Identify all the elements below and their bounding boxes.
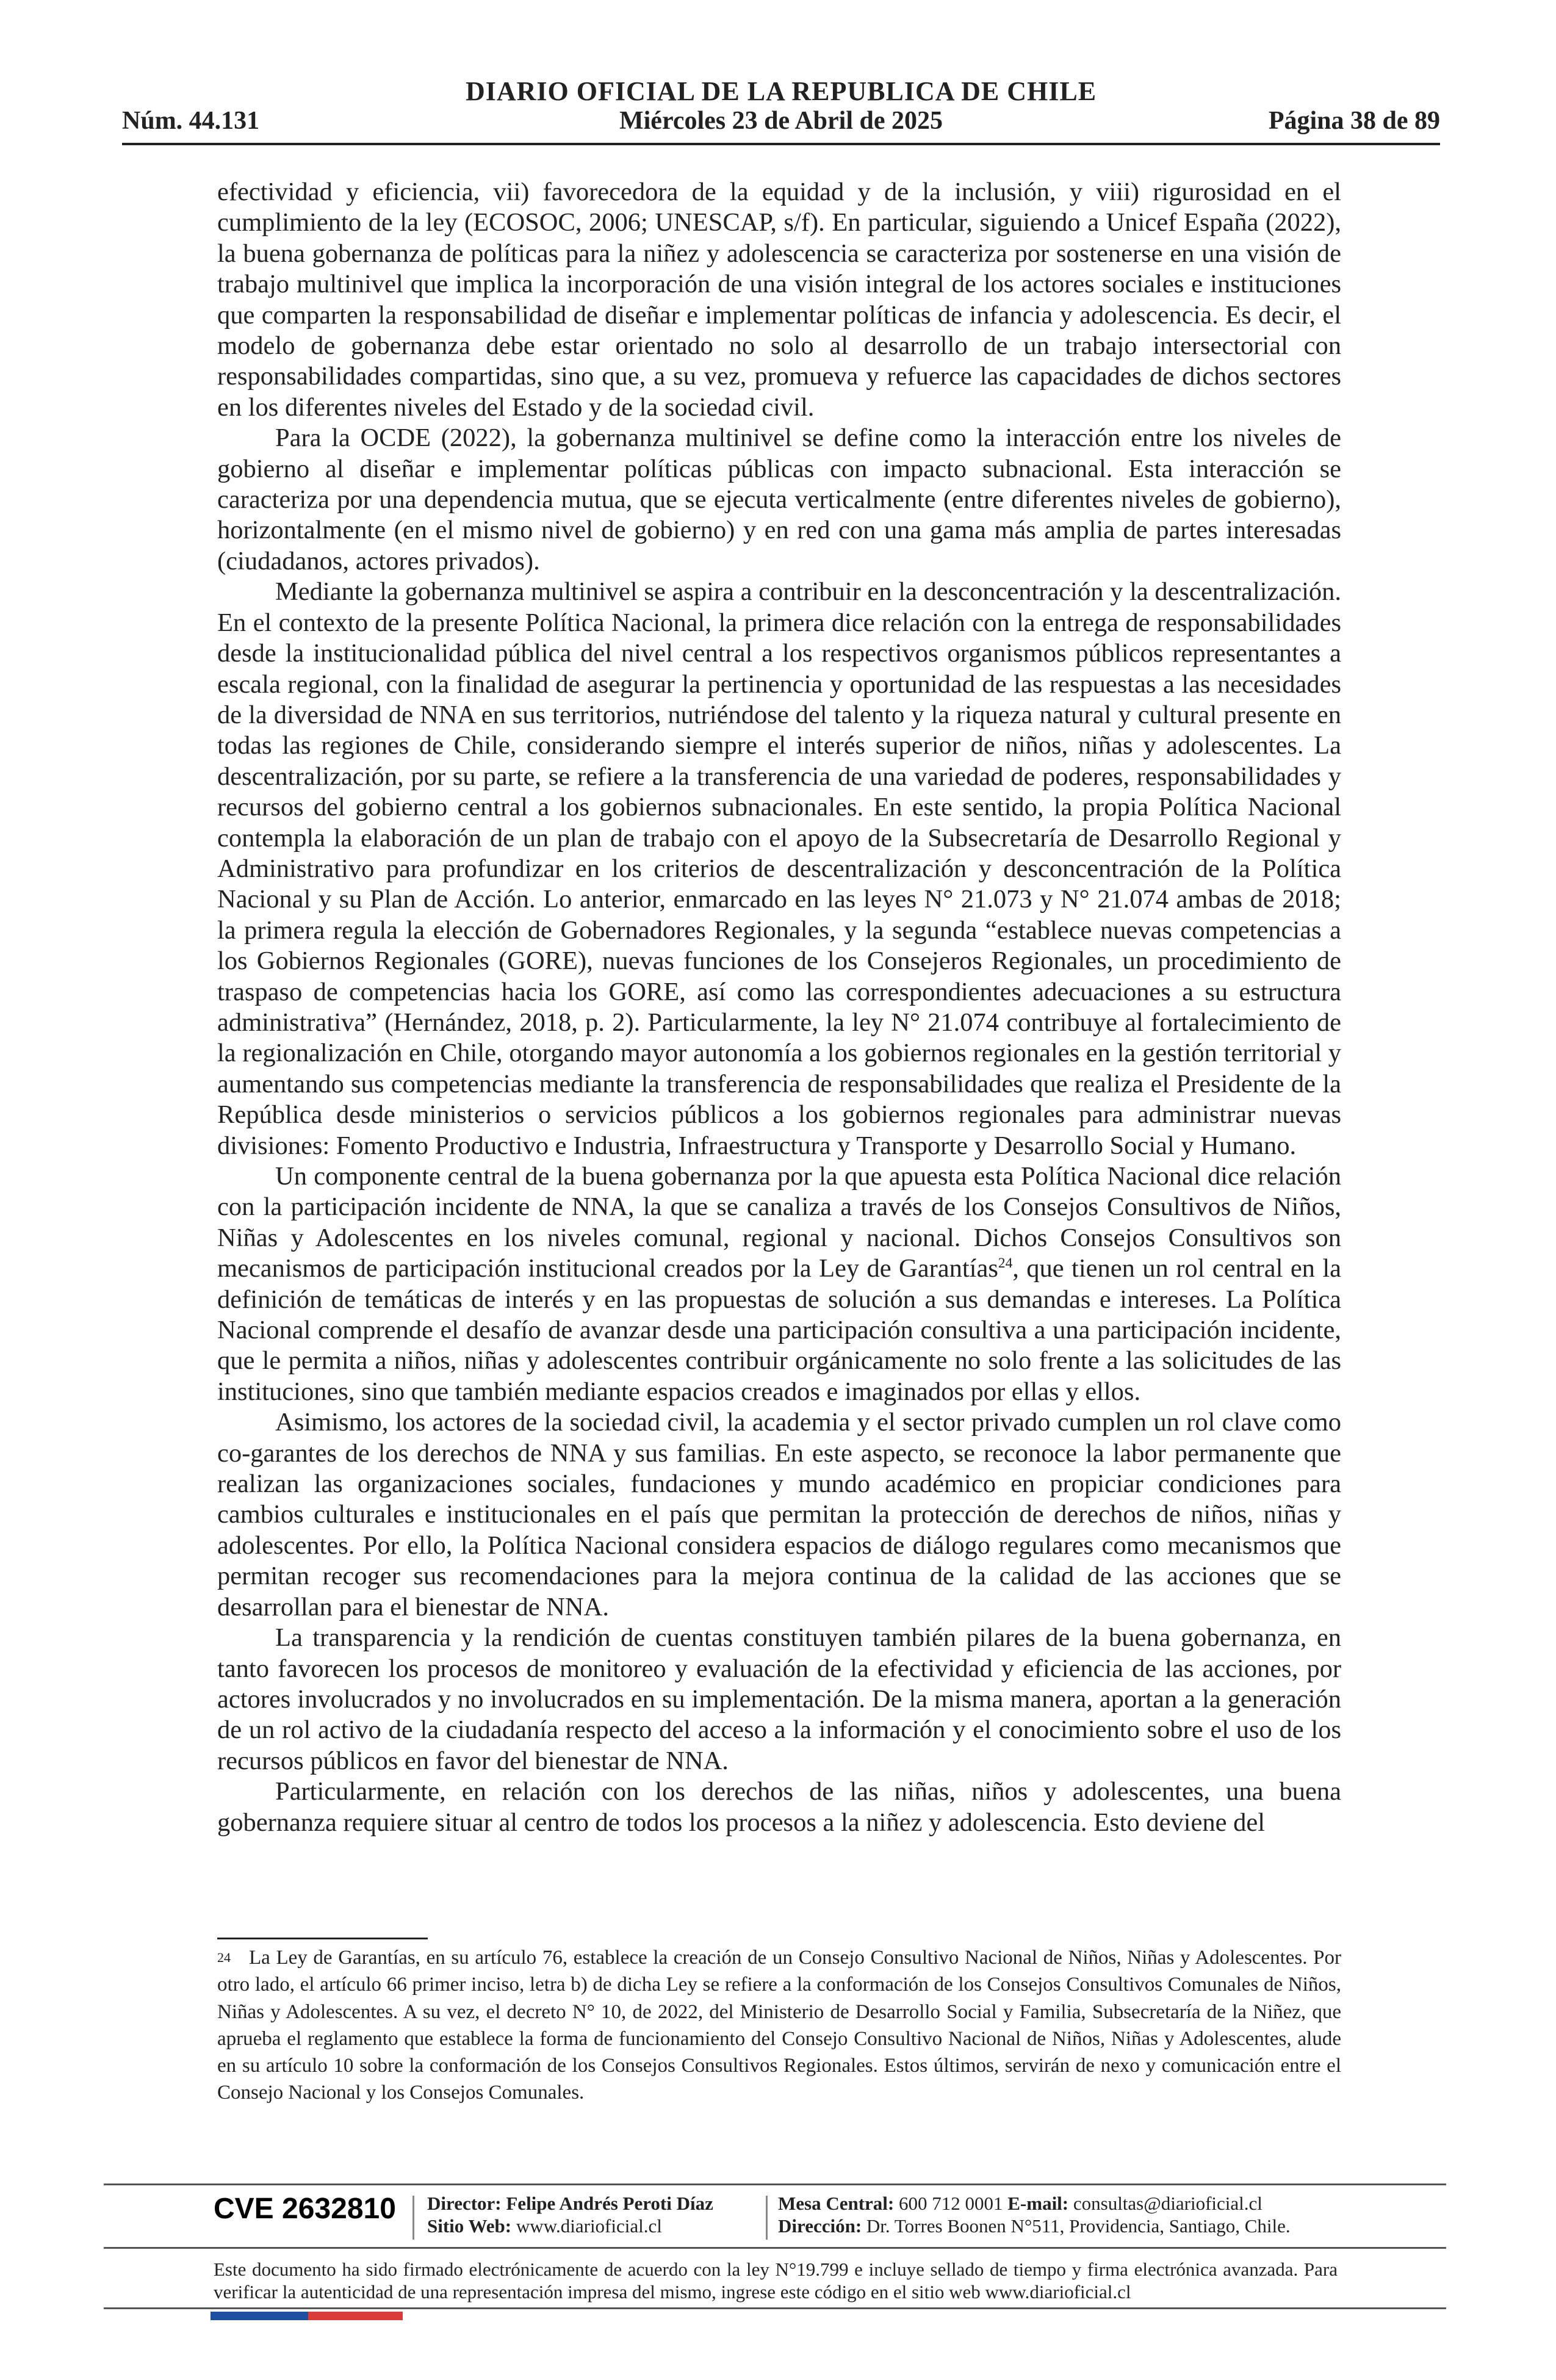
footnote-divider bbox=[217, 1938, 428, 1939]
paragraph-4 bbox=[217, 1161, 1341, 1407]
paragraph-2: Para la OCDE (2022), la gobernanza multinivel se define como la interacción entre los niveles de gobierno al diseñar e implementar políticas públicas con impacto subnacional. Esta interacción se caracteriza por una dependencia mutua, que se ejecuta verticalmente (entre diferentes niveles de gobierno), horizontalmente (en el mismo nivel de gobierno) y en red con una gama más amplia de partes interesadas (ciudadanos, actores privados). bbox=[217, 424, 1341, 575]
website-link[interactable]: www.diarioficial.cl bbox=[516, 2215, 662, 2237]
director-name: Felipe Andrés Peroti Díaz bbox=[506, 2193, 713, 2214]
website-label: Sitio Web: bbox=[427, 2215, 512, 2237]
cve-code: CVE 2632810 bbox=[214, 2193, 396, 2225]
footer-separator bbox=[412, 2196, 414, 2240]
footer-separator bbox=[766, 2196, 768, 2240]
footnote bbox=[217, 1944, 1341, 2107]
paragraph-4-start: Un componente central de la buena gobernanza por la que apuesta esta Política Nacional dice relación con la participación incidente de NNA, la que se canaliza a través de los Consejos Consultivos de Niños, Niñas y Adolescentes en los niveles comunal, regional y nacional. Dichos Consejos Consultivos son mecanismos de participación institucional creados por la Ley de Garantías bbox=[217, 1162, 1341, 1283]
address-label: Dirección: bbox=[778, 2215, 862, 2237]
paragraph-6: La transparencia y la rendición de cuentas constituyen también pilares de la buena gobernanza, en tanto favorecen los procesos de monitoreo y evaluación de la efectividad y eficiencia de las acciones, por actores involucrados y no involucrados en su implementación. De la misma manera, aportan a la generación de un rol activo de la ciudadanía respecto del acceso a la información y el conocimiento sobre el uso de los recursos públicos en favor del bienestar de NNA. bbox=[217, 1623, 1341, 1775]
flag-stripe bbox=[211, 2312, 403, 2320]
paragraph-7: Particularmente, en relación con los derechos de las niñas, niños y adolescentes, una buena gobernanza requiere situar al centro de todos los procesos a la niñez y adolescencia. Esto deviene del bbox=[217, 1777, 1341, 1837]
footer-divider-bottom bbox=[104, 2307, 1446, 2309]
issue-number: Núm. 44.131 bbox=[122, 107, 260, 135]
director-label: Director: bbox=[427, 2193, 502, 2214]
paragraph-1: efectividad y eficiencia, vii) favorecedora de la equidad y de la inclusión, y viii) rigurosidad en el cumplimiento de la ley (ECOSOC, 2006; UNESCAP, s/f). En particular, siguiendo a Unicef España (2022), la buena gobernanza de políticas para la niñez y adolescencia se caracteriza por sostenerse en una visión de trabajo multinivel que implica la incorporación de una visión integral de los actores sociales e instituciones que comparten la responsabilidad de diseñar e implementar políticas de infancia y adolescencia. Es decir, el modelo de gobernanza debe estar orientado no solo al desarrollo de un trabajo intersectorial con responsabilidades compartidas, sino que, a su vez, promueva y refuerce las capacidades de dichos sectores en los diferentes niveles del Estado y de la sociedad civil. bbox=[217, 178, 1341, 422]
publication-title: DIARIO OFICIAL DE LA REPUBLICA DE CHILE bbox=[465, 76, 1097, 106]
mesa-phone: 600 712 0001 bbox=[899, 2193, 1003, 2214]
director-info bbox=[427, 2192, 713, 2237]
header-divider bbox=[122, 143, 1440, 145]
footnote-text: La Ley de Garantías, en su artículo 76, establece la creación de un Consejo Consultivo Nacional de Niños, Niñas y Adolescentes. Por otro lado, el artículo 66 primer inciso, letra b) de dicha Ley se refiere a la conformación de los Consejos Consultivos Comunales de Niños, Niñas y Adolescentes. A su vez, el decreto N° 10, de 2022, del Ministerio de Desarrollo Social y Familia, Subsecretaría de la Niñez, que aprueba el reglamento que establece la forma de funcionamiento del Consejo Consultivo Nacional de Niños, Niñas y Adolescentes, alude en su artículo 10 sobre la conformación de los Consejos Consultivos Regionales. Estos últimos, servirán de nexo y comunicación entre el Consejo Nacional y los Consejos Comunales. bbox=[217, 1947, 1341, 2104]
page-number: Página 38 de 89 bbox=[1268, 107, 1440, 135]
page-header bbox=[122, 76, 1440, 143]
email-label: E-mail: bbox=[1007, 2193, 1069, 2214]
contact-info bbox=[778, 2192, 1291, 2237]
footnote-reference[interactable]: 24 bbox=[998, 1255, 1013, 1272]
article-body bbox=[217, 177, 1341, 1838]
paragraph-5: Asimismo, los actores de la sociedad civil, la academia y el sector privado cumplen un rol clave como co-garantes de los derechos de NNA y sus familias. En este aspecto, se reconoce la labor permanente que realizan las organizaciones sociales, fundaciones y mundo académico en propiciar condiciones para cambios culturales e institucionales en el país que permitan la protección de derechos de niños, niñas y adolescentes. Por ello, la Política Nacional considera espacios de diálogo regulares como mecanismos que permitan recoger sus recomendaciones para la mejora continua de la calidad de las acciones que se desarrollan para el bienestar de NNA. bbox=[217, 1408, 1341, 1621]
footer-divider-top bbox=[104, 2183, 1446, 2185]
paragraph-4-end: , que tienen un rol central en la definición de temáticas de interés y en las propuestas de solución a sus demandas e intereses. La Política Nacional comprende el desafío de avanzar desde una participación consultiva a una participación incidente, que le permita a niños, niñas y adolescentes contribuir orgánicamente no solo frente a las solicitudes de las instituciones, sino que también mediante espacios creados e imaginados por ellas y ellos. bbox=[217, 1254, 1342, 1406]
flag-red-segment bbox=[308, 2312, 403, 2320]
flag-blue-segment bbox=[211, 2312, 308, 2320]
mesa-label: Mesa Central: bbox=[778, 2193, 895, 2214]
email-link[interactable]: consultas@diarioficial.cl bbox=[1073, 2193, 1262, 2214]
footer-divider-middle bbox=[104, 2247, 1446, 2249]
paragraph-3: Mediante la gobernanza multinivel se aspira a contribuir en la desconcentración y la descentralización. En el contexto de la presente Política Nacional, la primera dice relación con la entrega de responsabilidades desde la institucionalidad pública del nivel central a los respectivos organismos públicos representantes a escala regional, con la finalidad de asegurar la pertinencia y oportunidad de las respuestas a las necesidades de la diversidad de NNA en sus territorios, nutriéndose del talento y la riqueza natural y cultural presente en todas las regiones de Chile, considerando siempre el interés superior de niños, niñas y adolescentes. La descentralización, por su parte, se refiere a la transferencia de una variedad de poderes, responsabilidades y recursos del gobierno central a los gobiernos subnacionales. En este sentido, la propia Política Nacional contempla la elaboración de un plan de trabajo con el apoyo de la Subsecretaría de Desarrollo Regional y Administrativo para profundizar en los criterios de descentralización y desconcentración de la Política Nacional y su Plan de Acción. Lo anterior, enmarcado en las leyes N° 21.073 y N° 21.074 ambas de 2018; la primera regula la elección de Gobernadores Regionales, y la segunda “establece nuevas competencias a los Gobiernos Regionales (GORE), nuevas funciones de los Consejeros Regionales, un procedimiento de traspaso de competencias hacia los GORE, así como las correspondientes adecuaciones a su estructura administrativa” (Hernández, 2018, p. 2). Particularmente, la ley N° 21.074 contribuye al fortalecimiento de la regionalización en Chile, otorgando mayor autonomía a los gobiernos regionales en la gestión territorial y aumentando sus competencias mediante la transferencia de responsabilidades que realiza el Presidente de la República desde ministerios o servicios públicos a los gobiernos regionales para administrar nuevas divisiones: Fomento Productivo e Industria, Infraestructura y Transporte y Desarrollo Social y Humano. bbox=[217, 577, 1341, 1160]
legal-notice: Este documento ha sido firmado electrónicamente de acuerdo con la ley N°19.799 e incluye sellado de tiempo y firma electrónica avanzada. Para verificar la autenticidad de una representación impresa del mismo, ingrese este código en el sitio web www.diarioficial.cl bbox=[214, 2259, 1338, 2302]
footnote-number: 24 bbox=[217, 1950, 231, 1965]
address-value: Dr. Torres Boonen N°511, Providencia, Santiago, Chile. bbox=[866, 2215, 1291, 2237]
issue-date: Miércoles 23 de Abril de 2025 bbox=[619, 107, 943, 135]
